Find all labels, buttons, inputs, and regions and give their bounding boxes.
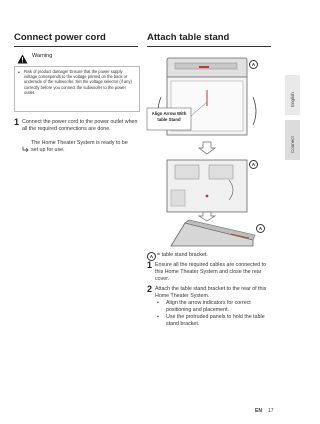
warning-icon [17, 51, 28, 61]
side-tab-connect-label: Connect [290, 136, 295, 153]
warning-text: Risk of product damage! Ensure that the power supply voltage corresponds to the voltage printed on the back or underside of the subwoofer. Set the voltage selector (if any) correctly before you connect the subwoofer to the power outlet. [24, 69, 132, 95]
side-tab-english [285, 75, 300, 115]
table-stand-illustration [145, 50, 275, 250]
side-tab-english-label: English [290, 92, 295, 107]
bullet-icon: • [157, 314, 159, 320]
step-number: 1 [14, 117, 20, 127]
section-title-attach-table-stand: Attach table stand [147, 32, 230, 43]
warning-bullet-icon: • [18, 70, 20, 76]
footer-language: EN [255, 408, 262, 414]
section-title-connect-power-cord: Connect power cord [14, 32, 106, 43]
result-arrow-icon [22, 140, 29, 147]
step-text: Connect the power cord to the power outlet when all the required connections are done. [22, 119, 138, 132]
footer-page-number: 17 [268, 408, 274, 414]
side-tab-connect [285, 120, 300, 160]
warning-box [14, 66, 140, 112]
step-bullet: Use the protruded panels to hold the table stand bracket. [166, 314, 265, 327]
step-bullet: Align the arrow indicators for correct positioning and placement. [166, 300, 251, 313]
callout-a-bottom: A [256, 224, 265, 233]
legend-text: = table stand bracket. [157, 252, 208, 258]
section-divider-right [147, 46, 271, 47]
step-text: Attach the table stand bracket to the rear of this Home Theater System. [155, 286, 267, 299]
callout-a-top: A [249, 60, 258, 69]
bullet-icon: • [157, 300, 159, 306]
section-divider-left [14, 46, 138, 47]
step-result-text: The Home Theater System is ready to be set up for use. [31, 140, 128, 153]
step-text: Ensure all the required cables are connected to this Home Theater System and close the rear cover. [155, 262, 267, 282]
legend-callout-a: A [147, 252, 156, 261]
warning-label: Warning [32, 53, 53, 59]
align-arrow-label: Align Arrow With table Stand [151, 111, 187, 122]
step-number: 1 [147, 260, 153, 270]
step-number: 2 [147, 284, 153, 294]
callout-a-middle: A [249, 160, 258, 169]
